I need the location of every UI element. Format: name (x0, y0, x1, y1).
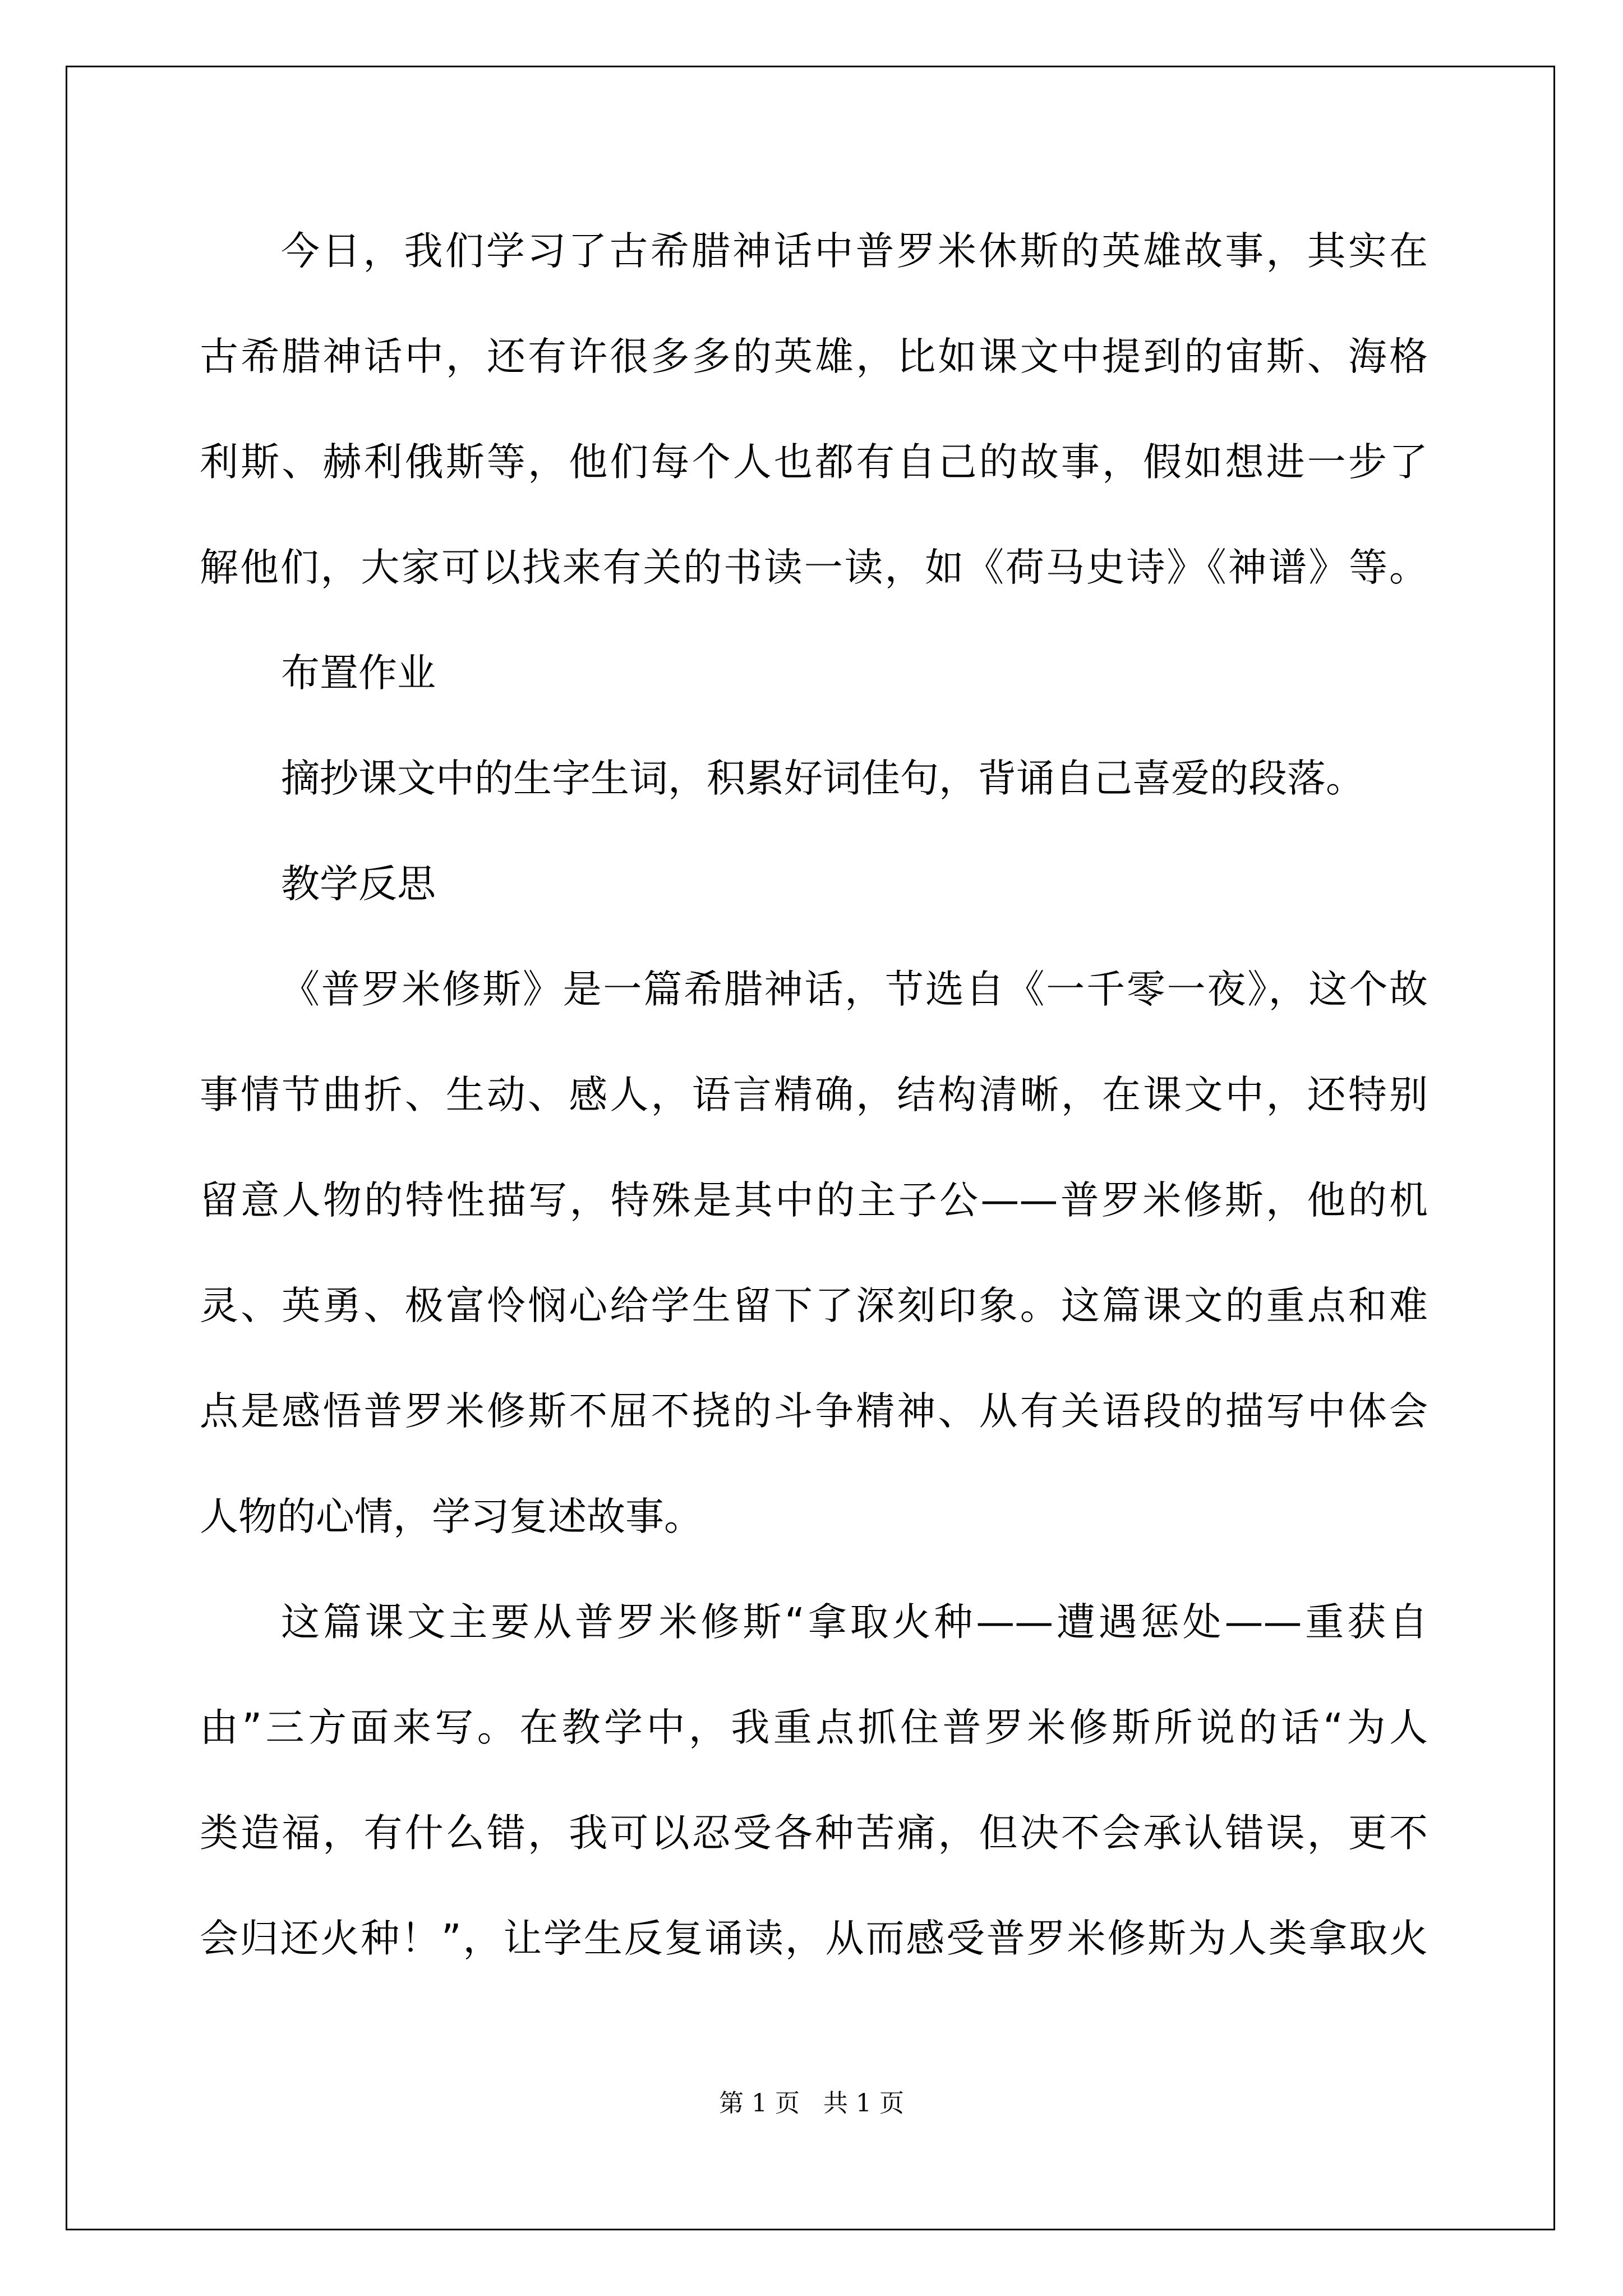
text-line: 今日，我们学习了古希腊神话中普罗米休斯的英雄故事，其实在 (281, 229, 1428, 274)
text-line: 灵、英勇、极富怜悯心给学生留下了深刻印象。这篇课文的重点和难 (200, 1283, 1428, 1328)
text-line: 人物的心情，学习复述故事。 (200, 1494, 703, 1539)
text-line: 摘抄课文中的生字生词，积累好词佳句，背诵自己喜爱的段落。 (281, 756, 1364, 801)
text-line: 教学反思 (281, 862, 436, 907)
text-line: 布置作业 (281, 651, 436, 696)
document-body (200, 218, 1428, 2010)
text-line: 留意人物的特性描写，特殊是其中的主子公——普罗米修斯，他的机 (200, 1178, 1428, 1223)
text-line: 类造福，有什么错，我可以忍受各种苦痛，但决不会承认错误，更不 (200, 1811, 1428, 1856)
text-line: 这篇课文主要从普罗米修斯“拿取火种——遭遇惩处——重获自 (281, 1600, 1428, 1645)
text-line: 古希腊神话中，还有许很多多的英雄，比如课文中提到的宙斯、海格 (200, 334, 1428, 379)
page-footer: 第 1 页 共 1 页 (719, 2089, 904, 2118)
text-line: 事情节曲折、生动、感人，语言精确，结构清晰，在课文中，还特别 (200, 1073, 1428, 1117)
text-line: 《普罗米修斯》是一篇希腊神话，节选自《一千零一夜》，这个故 (281, 967, 1428, 1012)
text-line: 会归还火种！”，让学生反复诵读，从而感受普罗米修斯为人类拿取火 (200, 1916, 1428, 1961)
text-line: 利斯、赫利俄斯等，他们每个人也都有自己的故事，假如想进一步了 (200, 440, 1428, 485)
text-line: 点是感悟普罗米修斯不屈不挠的斗争精神、从有关语段的描写中体会 (200, 1389, 1428, 1434)
text-line: 由”三方面来写。在教学中，我重点抓住普罗米修斯所说的话“为人 (200, 1705, 1428, 1750)
text-line: 解他们，大家可以找来有关的书读一读，如《荷马史诗》《神谱》等。 (200, 545, 1428, 590)
